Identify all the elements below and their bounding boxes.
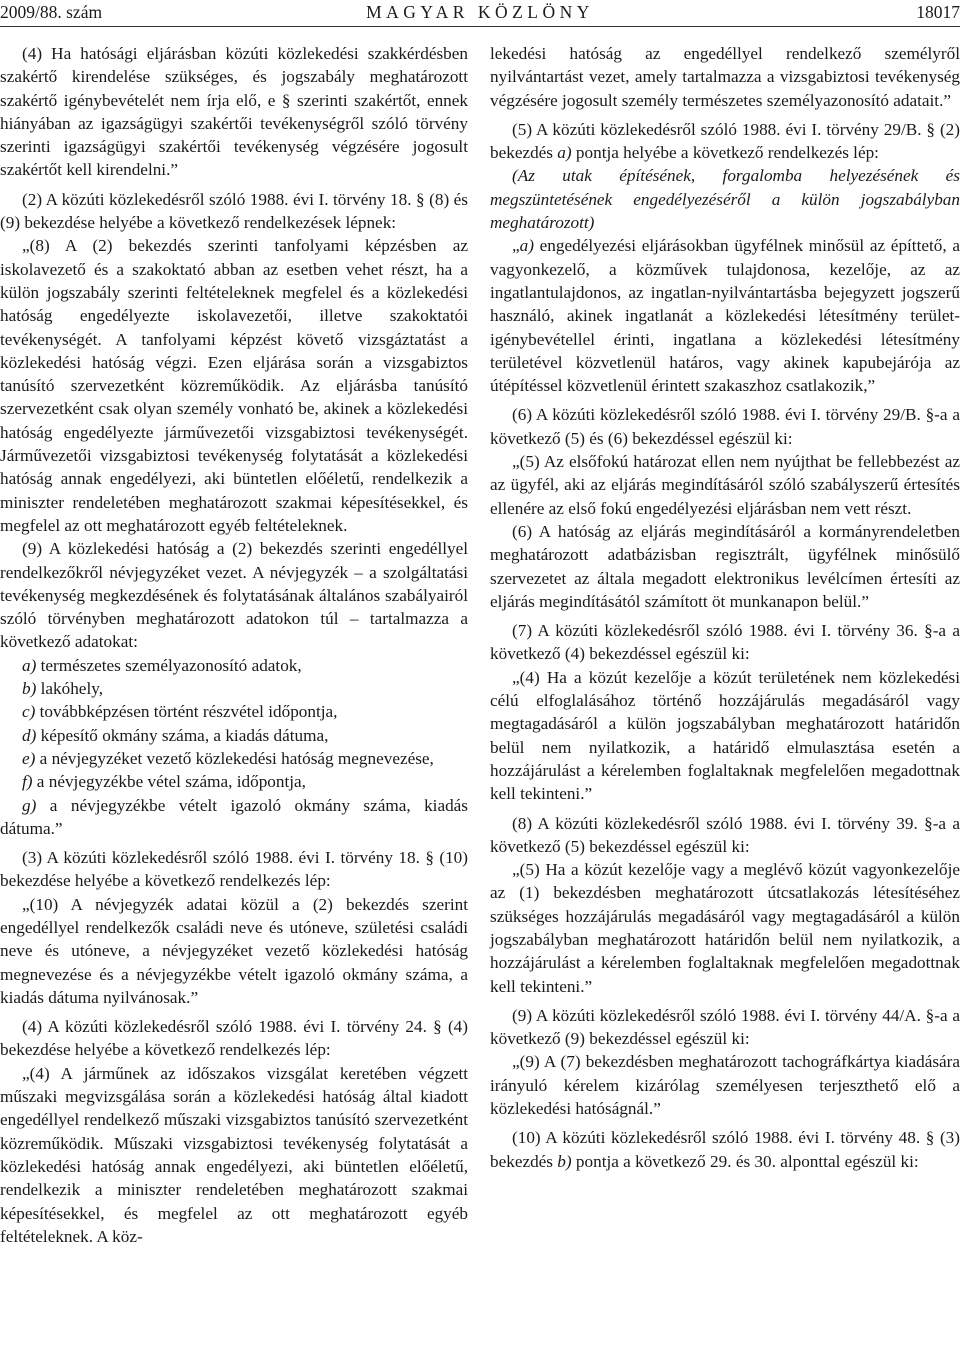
paragraph-continued: lekedési hatóság az engedéllyel rendelkező személyről nyilvántartást vezet, amely tartalmazza a vizsgabiztosi tevékenység végzésére jogosult személy természetes személyazonosító adatait.” [490,44,960,110]
list-item-label: d) [22,725,37,745]
list-item-text: a névjegyzékbe vétel száma, időpontja, [36,772,306,792]
paragraph: „(10) A névjegyzék adatai közül a (2) bekezdés szerint engedéllyel rendelkezők családi neve és utóneve, születési családi neve és utóneve, a névjegyzéket vezető közlekedési hatóság megnevezése és a névjegyzékbe vételt igazoló okmány száma, a kiadás dátuma nyilvánosak.” [0,894,468,1007]
amendment-reference: (4) A közúti közlekedésről szóló 1988. évi I. törvény 24. § (4) bekezdése helyébe a következő rendelkezés lép: [0,1017,468,1060]
amendment-reference: (3) A közúti közlekedésről szóló 1988. évi I. törvény 18. § (10) bekezdése helyébe a következő rendelkezés lép: [0,848,468,891]
list-item-label: c) [22,702,36,722]
paragraph: (6) A hatóság az eljárás megindításáról a kormányrendeletben meghatározott adatbázisban regisztrált, ügyfélnek minősülő szervezetet az általa megadott elektronikus levélcímen értesíti az eljárás megindításától számított öt munkanapon belül.” [490,521,960,611]
amendment-reference: (6) A közúti közlekedésről szóló 1988. évi I. törvény 29/B. §-a a következő (5) és (6) bekezdéssel egészül ki: [490,405,960,448]
paragraph: „(9) A (7) bekezdésben meghatározott tachográfkártya kiadására irányuló kérelem kizárólag személyesen terjeszthető elő a közlekedési hatóságnál.” [490,1052,960,1119]
amendment-reference: (7) A közúti közlekedésről szóló 1988. évi I. törvény 36. §-a a következő (4) bekezdéssel egészül ki: [490,621,960,664]
paragraph: „(4) Ha a közút kezelője a közút területének nem közlekedési célú elfoglalásához történő hozzájárulás megadásáról vagy megtagadásáról a külön jogszabályban meghatározott határidőn belül nem nyilatkozik, a határidő elmulasztása esetén a hozzájárulást a kérelemben foglaltaknak megfelelően megadottnak kell tekinteni.” [490,667,960,804]
list-item-text: a névjegyzékbe vételt igazoló okmány száma, kiadás dátuma.” [0,795,468,838]
point-label: a) [557,143,572,163]
list-item [0,724,468,747]
paragraph: „(4) A járműnek az időszakos vizsgálat keretében végzett műszaki megvizsgálása során a közlekedési hatóság által kiadott engedéllyel rendelkező műszaki vizsgabiztos tanúsító szervezetként közreműködik. Műszaki vizsgabiztosi tevékenység folytatását a közlekedési hatóság annak engedélyezi, aki büntetlen előéletű, rendelkezik a miniszter rendeletében meghatározott szakmai képesítésekkel, és megfelel az ott meghatározott egyéb feltételeknek. A köz- [0,1063,468,1246]
amendment-reference: (9) A közúti közlekedésről szóló 1988. évi I. törvény 44/A. §-a a következő (9) bekezdéssel egészül ki: [490,1005,960,1049]
paragraph [490,234,960,397]
list-item-label: a) [22,655,37,675]
list-item-text: lakóhely, [40,679,103,699]
list-item-label: f) [22,772,33,792]
list-item [0,654,468,677]
paragraph: „(5) Az elsőfokú határozat ellen nem nyújthat be fellebbezést az az ügyfél, aki az eljárás megindításáról szóló szabályszerű értesítés ellenére az első fokú engedélyezési eljárásban nem vett részt. [490,452,960,518]
reference-text: (5) A közúti közlekedésről szóló 1988. évi I. törvény 29/B. § (2) bekezdés [490,119,960,163]
list-item [0,700,468,723]
page-number: 18017 [916,2,960,22]
quote-mark: „ [512,236,520,256]
italic-context: (Az utak építésének, forgalomba helyezésének és megszüntetésének engedélyezéséről a külön jogszabályban meghatározott) [490,166,960,233]
paragraph: (4) Ha hatósági eljárásban közúti közlekedési szakkérdésben szakértő kirendelése szükséges, és jogszabály meghatározott szakértő igénybevételét nem írja elő, e § szerinti szakértőt, ennek hiányában az igazságügyi szakértői tevékenységről szóló törvény szerinti igazságügyi szakértői tevékenység végzésére jogosult szakértőt kell kirendelni.” [0,44,468,180]
paragraph-text: engedélyezési eljárásokban ügyfélnek minősül az építtető, a vagyonkezelő, a közművek tulajdonosa, kezelője, az az ingatlantulajdonos, az ingatlan-nyilvántartásba bejegyzett jogszerű használó, akinek ingatlanát a közlekedési létesítmény terület-igénybevétellel érinti, ingatlana a közlekedési létesítmény területével közvetlenül határos, vagy akinek kapubejárója az útépítéssel közvetlenül érintett szakaszhoz csatlakozik,” [490,236,960,396]
reference-text: (10) A közúti közlekedésről szóló 1988. évi I. törvény 48. § (3) bekezdés [490,1128,960,1171]
list-item [0,794,468,841]
right-column [490,42,960,1173]
list-item-text: képesítő okmány száma, a kiadás dátuma, [40,725,329,745]
reference-text: pontja helyébe a következő rendelkezés lép: [571,143,879,163]
list-item [0,770,468,793]
journal-title: MAGYAR KÖZLÖNY [366,2,594,22]
amendment-reference [490,1126,960,1173]
left-column [0,42,468,1248]
list-item-label: b) [22,679,37,699]
point-label: a) [519,236,534,256]
page-header [0,0,960,27]
list-item-label: g) [22,795,37,815]
point-label: b) [557,1151,572,1171]
list-item [0,677,468,700]
list-item-label: e) [22,748,36,768]
amendment-reference: (8) A közúti közlekedésről szóló 1988. évi I. törvény 39. §-a a következő (5) bekezdéssel egészül ki: [490,813,960,856]
paragraph: „(8) A (2) bekezdés szerinti tanfolyami képzésben az iskolavezető és a szakoktató abban az esetben vehet részt, ha a külön jogszabály szerinti feltételeknek megfelel és a közlekedési hatóság engedélyezte iskolavezetői, illetve szakoktatói tevékenységét. A tanfolyami képzést követő vizsgáztatást a közlekedési hatóság végzi. Ezen eljárása során a vizsgabiztos tanúsító szervezetként közreműködik. Az eljárásba tanúsító szervezetként csak olyan személy vonható be, akinek a közlekedési hatóság engedélyezte járművezetői vizsgabiztosi tevékenységét. Járművezetői vizsgabiztosi tevékenység folytatását a közlekedési hatóság annak engedélyezi, aki büntetlen előéletű, rendelkezik a miniszter rendeletében meghatározott szakmai képesítésekkel, és megfelel az ott meghatározott egyéb feltételeknek. [0,236,468,535]
amendment-reference [490,118,960,165]
list-item-text: természetes személyazonosító adatok, [40,655,302,675]
list-item [0,747,468,770]
reference-text: pontja a következő 29. és 30. alponttal egészül ki: [571,1151,919,1171]
paragraph: (9) A közlekedési hatóság a (2) bekezdés szerinti engedéllyel rendelkezőkről névjegyzéket vezet. A névjegyzék – a szolgáltatási tevékenység megkezdésének és folytatásának általános szabályairól szóló törvényben meghatározott adatokon túl – tartalmazza a következő adatokat: [0,539,468,652]
amendment-reference: (2) A közúti közlekedésről szóló 1988. évi I. törvény 18. § (8) és (9) bekezdése helyébe a következő rendelkezések lépnek: [0,189,468,233]
list-item-text: továbbképzésen történt részvétel időpontja, [39,702,338,722]
list-item-text: a névjegyzéket vezető közlekedési hatóság megnevezése, [39,748,434,768]
issue-number: 2009/88. szám [0,2,103,22]
paragraph: „(5) Ha a közút kezelője vagy a meglévő közút vagyonkezelője az (1) bekezdésben meghatározott útcsatlakozás létesítéséhez szükséges hozzájárulás megadásáról vagy megtagadásáról a külön jogszabályban meghatározott határidőn belül nem nyilatkozik, a hozzájárulást a kérelemben foglaltaknak megfelelően megadottnak kell tekinteni.” [490,860,960,996]
